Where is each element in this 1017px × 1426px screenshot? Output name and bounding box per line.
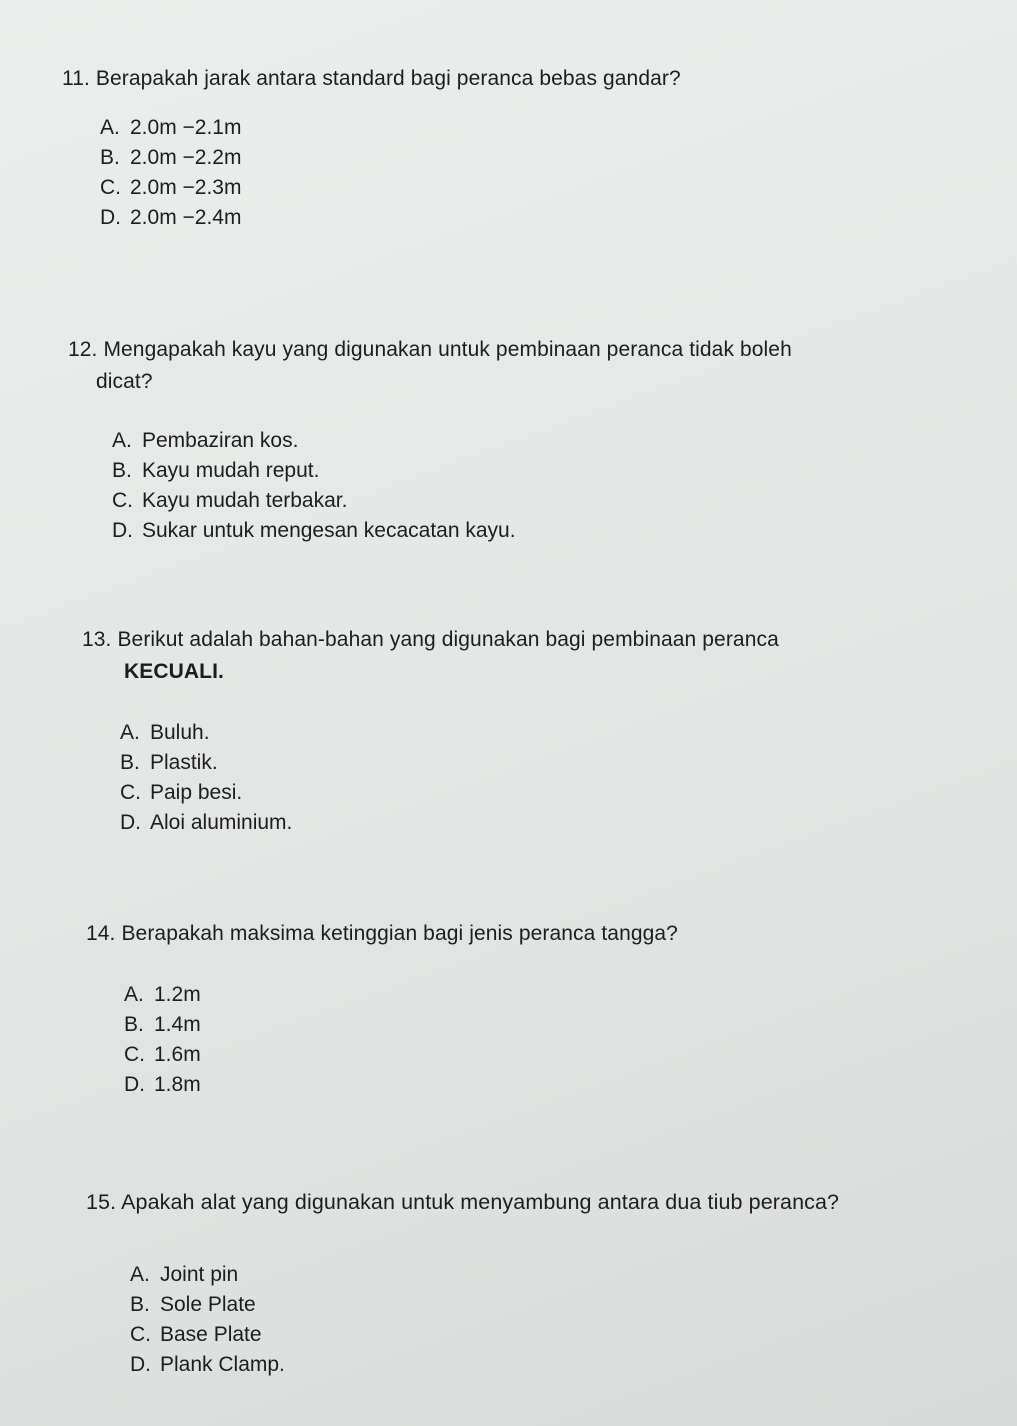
option-d[interactable] [120, 808, 962, 838]
option-text: 2.0m −2.1m [130, 116, 242, 139]
option-letter: D. [120, 811, 141, 834]
option-letter: D. [124, 1073, 145, 1096]
option-d[interactable] [124, 1070, 678, 1100]
option-c[interactable] [130, 1320, 839, 1350]
option-b[interactable] [124, 1010, 678, 1040]
question-14 [86, 918, 678, 1100]
option-letter: C. [124, 1043, 145, 1066]
option-text: Aloi aluminium. [150, 811, 293, 834]
question-stem [86, 918, 678, 950]
question-15 [86, 1186, 839, 1380]
option-c[interactable] [100, 173, 681, 203]
option-letter: D. [112, 519, 133, 542]
option-a[interactable] [124, 980, 678, 1010]
option-text: Plank Clamp. [160, 1353, 285, 1376]
option-d[interactable] [130, 1350, 839, 1380]
option-b[interactable] [100, 143, 681, 173]
option-b[interactable] [120, 748, 962, 778]
option-d[interactable] [100, 203, 681, 233]
question-number: 14. [86, 922, 116, 945]
option-letter: C. [112, 489, 133, 512]
question-text-line1: Mengapakah kayu yang digunakan untuk pembinaan peranca tidak boleh [103, 338, 792, 361]
option-text: Sole Plate [160, 1293, 256, 1316]
option-text: Joint pin [160, 1263, 239, 1286]
option-c[interactable] [120, 778, 962, 808]
question-number: 15. [86, 1190, 117, 1214]
question-11 [62, 63, 681, 233]
option-text: Pembaziran kos. [142, 429, 299, 452]
option-a[interactable] [112, 426, 968, 456]
option-list [100, 113, 681, 233]
option-text: 2.0m −2.3m [130, 176, 242, 199]
option-letter: A. [120, 721, 140, 744]
option-text: 1.2m [154, 983, 201, 1006]
option-letter: C. [120, 781, 141, 804]
question-text: Apakah alat yang digunakan untuk menyambung antara dua tiub peranca? [121, 1190, 840, 1214]
option-letter: D. [100, 206, 121, 229]
option-text: 1.4m [154, 1013, 201, 1036]
question-stem [82, 624, 962, 688]
question-text-line1: Berikut adalah bahan-bahan yang digunakan bagi pembinaan peranca [117, 628, 779, 651]
option-letter: A. [130, 1263, 150, 1286]
question-text: Berapakah maksima ketinggian bagi jenis peranca tangga? [121, 922, 678, 945]
option-letter: B. [120, 751, 140, 774]
option-letter: A. [124, 983, 144, 1006]
option-list [124, 980, 678, 1100]
option-b[interactable] [112, 456, 968, 486]
option-text: 1.6m [154, 1043, 201, 1066]
question-stem [62, 63, 681, 95]
question-stem [86, 1186, 839, 1218]
option-letter: B. [130, 1293, 150, 1316]
option-letter: D. [130, 1353, 151, 1376]
option-text: Plastik. [150, 751, 218, 774]
option-text: 1.8m [154, 1073, 201, 1096]
question-text-line2: dicat? [96, 370, 153, 393]
option-text: 2.0m −2.4m [130, 206, 242, 229]
option-a[interactable] [100, 113, 681, 143]
option-text: Kayu mudah terbakar. [142, 489, 348, 512]
option-letter: B. [124, 1013, 144, 1036]
question-12 [68, 334, 968, 546]
option-text: Paip besi. [150, 781, 243, 804]
option-text: Kayu mudah reput. [142, 459, 320, 482]
option-c[interactable] [124, 1040, 678, 1070]
question-text-line2: KECUALI. [124, 660, 224, 683]
option-a[interactable] [130, 1260, 839, 1290]
option-list [112, 426, 968, 546]
question-stem [68, 334, 968, 398]
question-text: Berapakah jarak antara standard bagi peranca bebas gandar? [95, 67, 681, 90]
option-text: Buluh. [150, 721, 210, 744]
option-b[interactable] [130, 1290, 839, 1320]
question-number: 13. [82, 628, 112, 651]
option-list [130, 1260, 839, 1380]
option-a[interactable] [120, 718, 962, 748]
question-number: 12. [68, 338, 98, 361]
question-13 [82, 624, 962, 838]
option-letter: A. [112, 429, 132, 452]
option-c[interactable] [112, 486, 968, 516]
option-d[interactable] [112, 516, 968, 546]
option-letter: C. [100, 176, 121, 199]
option-text: 2.0m −2.2m [130, 146, 242, 169]
option-letter: C. [130, 1323, 151, 1346]
option-letter: A. [100, 116, 120, 139]
option-text: Sukar untuk mengesan kecacatan kayu. [142, 519, 516, 542]
option-text: Base Plate [160, 1323, 262, 1346]
option-letter: B. [100, 146, 120, 169]
option-letter: B. [112, 459, 132, 482]
option-list [120, 718, 962, 838]
question-number: 11. [62, 67, 90, 90]
